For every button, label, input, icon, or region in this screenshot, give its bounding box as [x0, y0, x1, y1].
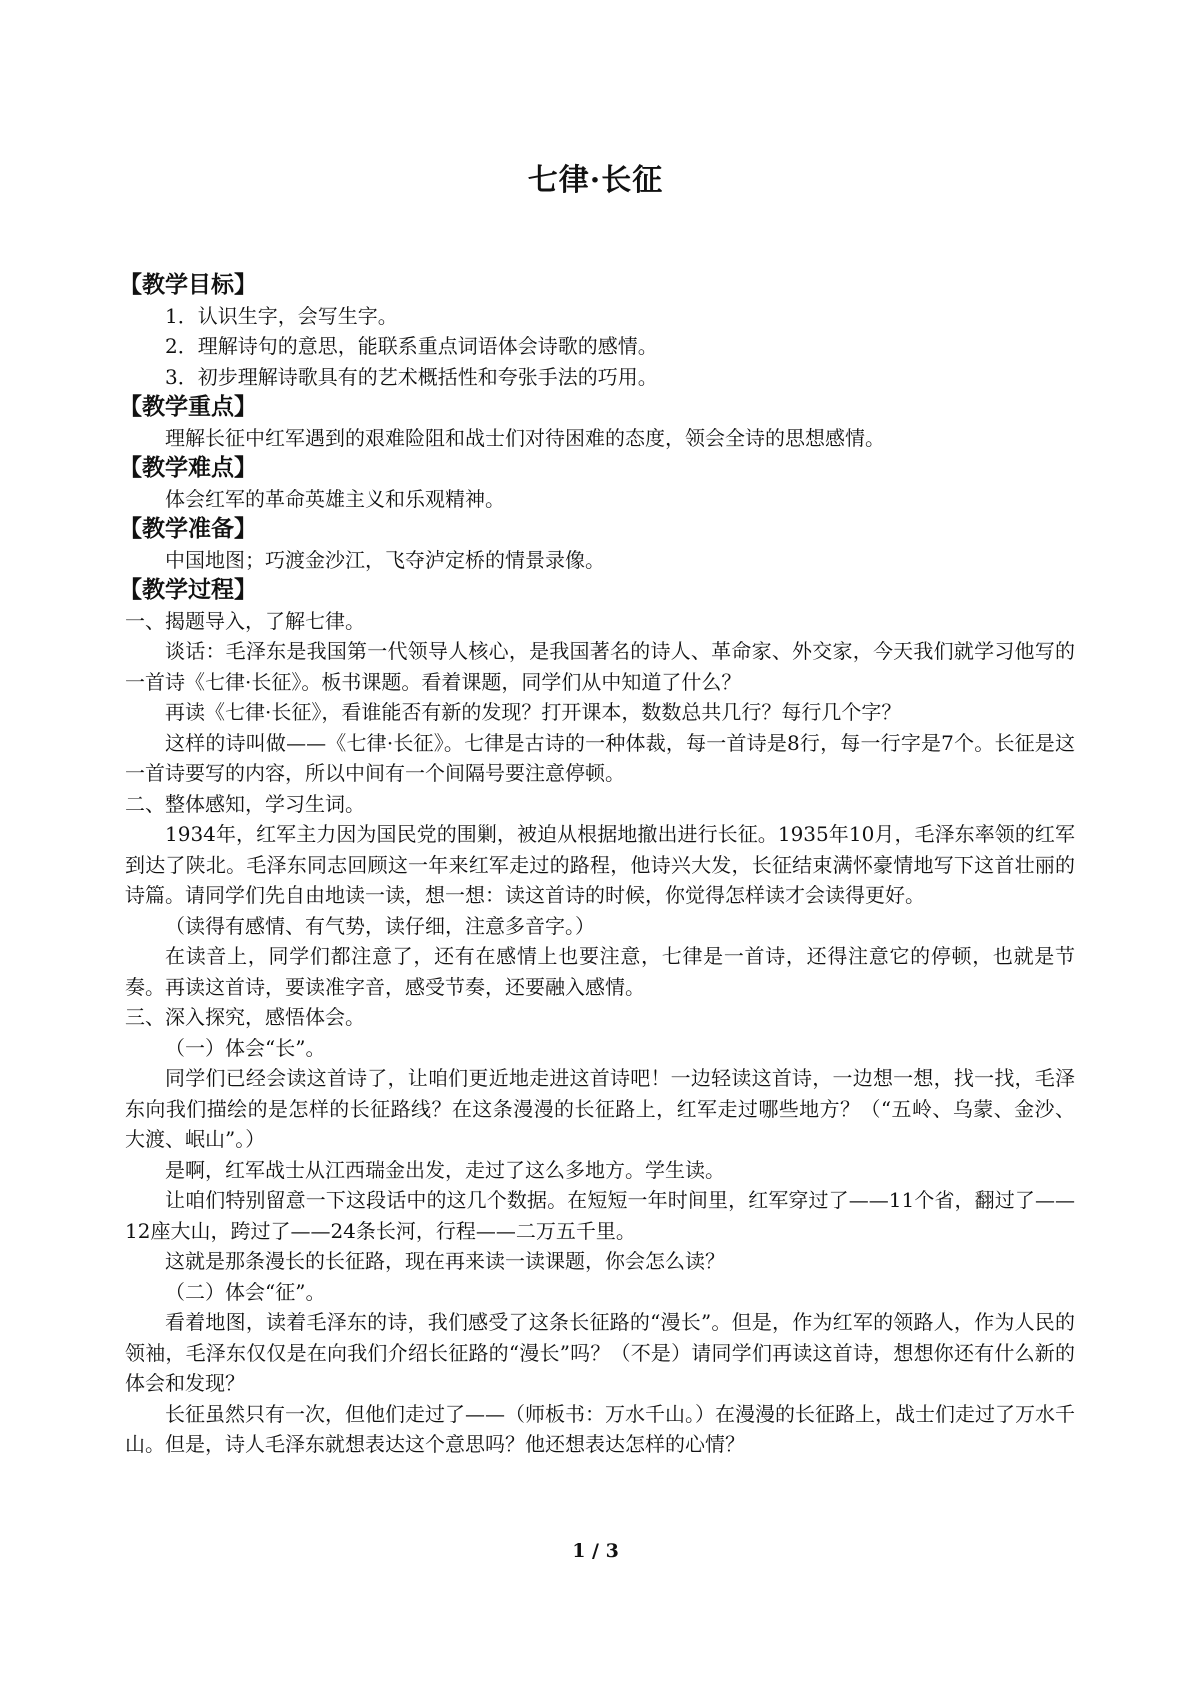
key-points-text: 理解长征中红军遇到的艰难险阻和战士们对待困难的态度，领会全诗的思想感情。 — [165, 425, 885, 450]
step-title: 二、整体感知，学习生词。 — [125, 791, 365, 816]
body-paragraph: 看着地图，读着毛泽东的诗，我们感受了这条长征路的“漫长”。但是，作为红军的领路人，作为人民的领袖，毛泽东仅仅是在向我们介绍长征路的“漫长”吗？（不是）请同学们再读这首诗，想想你还有什么新的体会和发现？ — [125, 1310, 1075, 1395]
body-paragraph: 这就是那条漫长的长征路，现在再来读一读课题，你会怎么读？ — [165, 1249, 725, 1273]
body-paragraph: 谈话：毛泽东是我国第一代领导人核心，是我国著名的诗人、革命家、外交家，今天我们就学习他写的一首诗《七律·长征》。板书课题。看着课题，同学们从中知道了什么？ — [125, 639, 1075, 694]
body-paragraph: 长征虽然只有一次，但他们走过了——（师板书：万水千山。）在漫漫的长征路上，战士们走过了万水千山。但是，诗人毛泽东就想表达这个意思吗？他还想表达怎样的心情？ — [125, 1401, 1075, 1456]
sub-step-title: （一）体会“长”。 — [165, 1035, 326, 1060]
body-paragraph: 是啊，红军战士从江西瑞金出发，走过了这么多地方。学生读。 — [165, 1157, 725, 1182]
body-paragraph: 在读音上，同学们都注意了，还有在感情上也要注意，七律是一首诗，还得注意它的停顿，也就是节奏。再读这首诗，要读准字音，感受节奏，还要融入感情。 — [125, 944, 1075, 999]
body-paragraph: 这样的诗叫做——《七律·长征》。七律是古诗的一种体裁，每一首诗是8行，每一行字是7个。长征是这一首诗要写的内容，所以中间有一个间隔号要注意停顿。 — [125, 730, 1075, 785]
preparation-text: 中国地图；巧渡金沙江，飞夺泸定桥的情景录像。 — [165, 547, 605, 572]
step-title: 一、揭题导入，了解七律。 — [125, 608, 365, 633]
objective-item: 2．理解诗句的意思，能联系重点词语体会诗歌的感情。 — [165, 334, 658, 358]
sub-step-title: （二）体会“征”。 — [165, 1279, 326, 1304]
body-paragraph: 1934年，红军主力因为国民党的围剿，被迫从根据地撤出进行长征。1935年10月，毛泽东率领的红军到达了陕北。毛泽东同志回顾这一年来红军走过的路程，他诗兴大发，长征结束满怀豪情地写下这首壮丽的诗篇。请同学们先自由地读一读，想一想：读这首诗的时候，你觉得怎样读才会读得更好。 — [125, 822, 1075, 907]
section-heading-objectives: 【教学目标】 — [119, 271, 257, 298]
section-heading-key-points: 【教学重点】 — [119, 393, 257, 420]
body-paragraph: 同学们已经会读这首诗了，让咱们更近地走进这首诗吧！一边轻读这首诗，一边想一想，找一找，毛泽东向我们描绘的是怎样的长征路线？在这条漫漫的长征路上，红军走过哪些地方？（“五岭、乌蒙、金沙、大渡、岷山”。） — [125, 1066, 1075, 1151]
difficulty-text: 体会红军的革命英雄主义和乐观精神。 — [165, 486, 505, 511]
section-heading-process: 【教学过程】 — [119, 576, 257, 603]
section-heading-preparation: 【教学准备】 — [119, 515, 257, 542]
objective-item: 3．初步理解诗歌具有的艺术概括性和夸张手法的巧用。 — [165, 364, 658, 389]
page-number: 1 / 3 — [572, 1540, 619, 1562]
section-heading-difficulty: 【教学难点】 — [119, 454, 257, 481]
document-body — [119, 270, 1075, 1460]
document-title: 七律·长征 — [527, 163, 664, 198]
step-title: 三、深入探究，感悟体会。 — [125, 1005, 365, 1029]
body-paragraph: 再读《七律·长征》，看谁能否有新的发现？打开课本，数数总共几行？每行几个字？ — [165, 700, 902, 724]
body-paragraph: 让咱们特别留意一下这段话中的这几个数据。在短短一年时间里，红军穿过了——11个省，翻过了——12座大山，跨过了——24条长河，行程——二万五千里。 — [125, 1188, 1075, 1243]
body-paragraph: （读得有感情、有气势，读仔细，注意多音字。） — [165, 913, 595, 938]
objective-item: 1．认识生字，会写生字。 — [165, 303, 398, 328]
